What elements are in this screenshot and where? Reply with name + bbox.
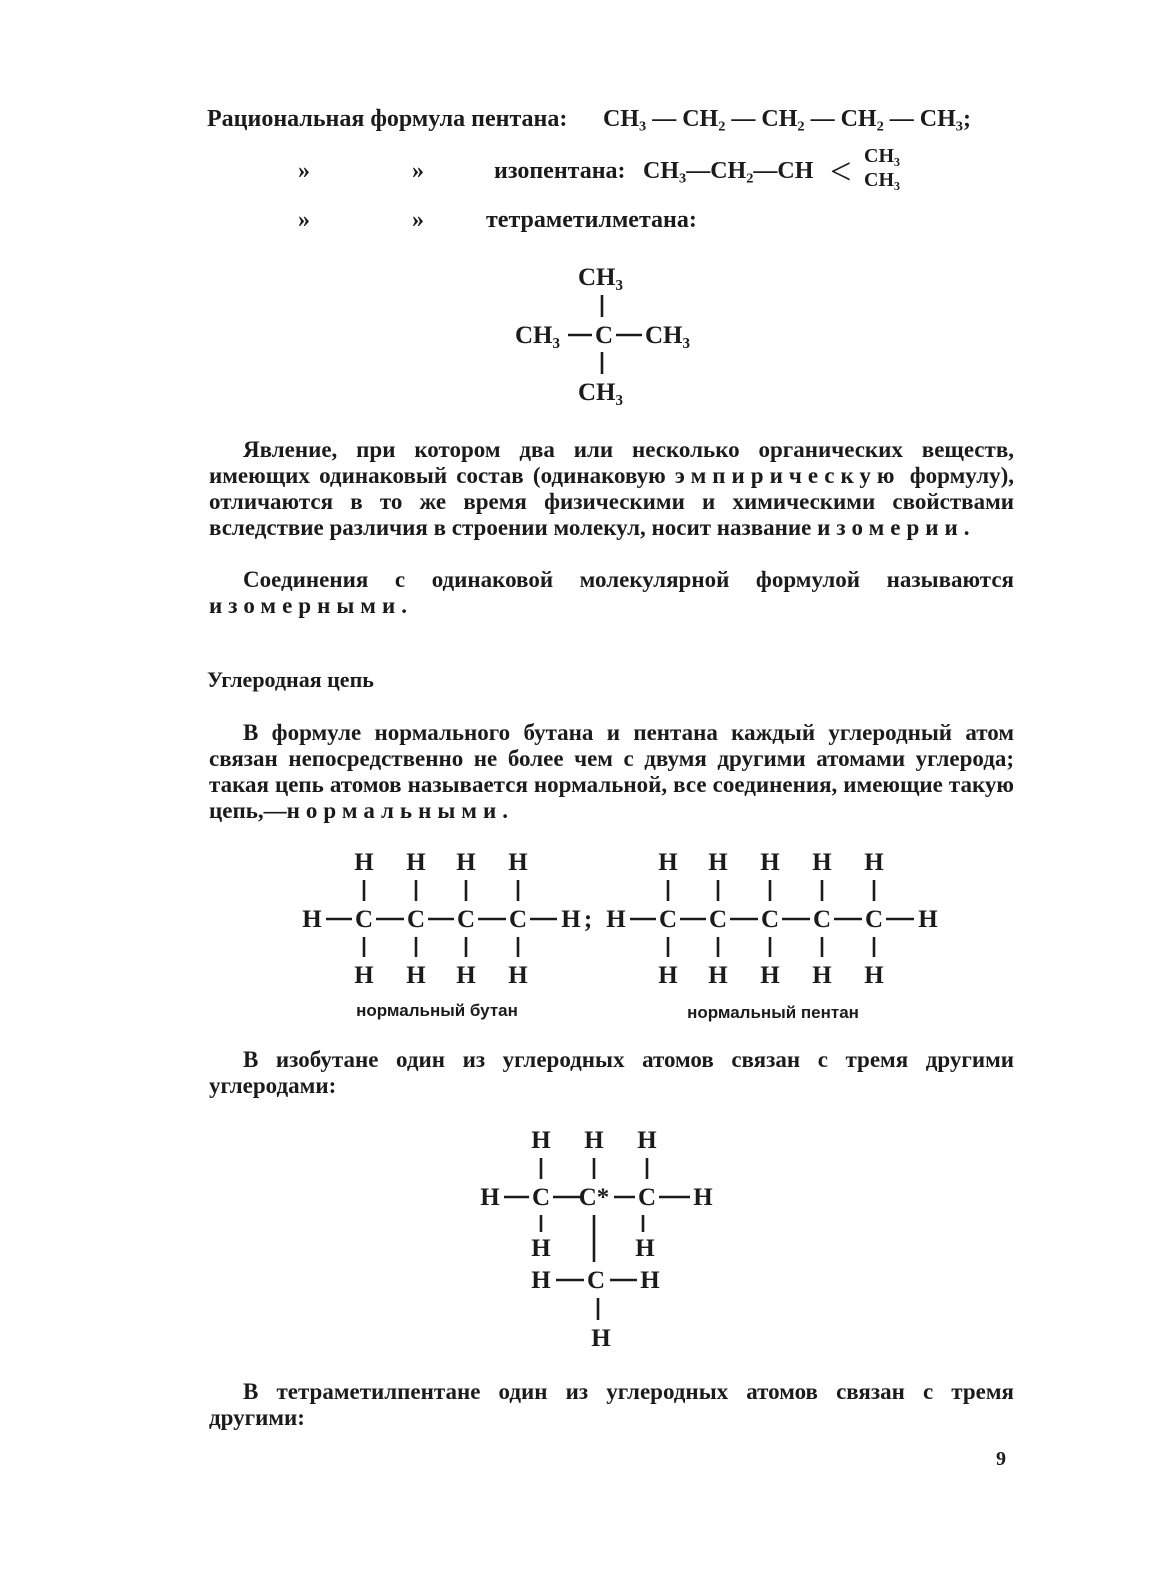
atom-h: H bbox=[760, 962, 780, 989]
atom-h: H bbox=[640, 1267, 660, 1294]
atom-h: H bbox=[456, 962, 476, 989]
tmm-top: CH₃ bbox=[578, 264, 623, 291]
atom-h: H bbox=[354, 962, 374, 989]
butane-caption: нормальный бутан bbox=[356, 1001, 518, 1020]
atom-c: C bbox=[508, 906, 528, 933]
normal-chain-text: В формуле нормального бутана и пентана каждый углеродный атом связан непосредственно не более чем с двумя другими атомами углерода; такая цепь атомов называется нормальной, все соединения, имеющие такую цепь,— bbox=[209, 720, 1014, 823]
tmm-bottom: CH₃ bbox=[578, 379, 623, 406]
atom-h: H bbox=[635, 1235, 655, 1262]
atom-h: H bbox=[302, 906, 322, 933]
spaced-term: изомерными. bbox=[209, 593, 413, 618]
isomers-text: Соединения с одинаковой молекулярной формулой называются bbox=[243, 567, 1014, 592]
ditto-mark: » bbox=[298, 158, 310, 184]
atom-h: H bbox=[637, 1127, 657, 1154]
isopentane-formula: CH₃—CH₂—CH bbox=[643, 158, 814, 184]
section-heading: Углеродная цепь bbox=[207, 667, 374, 692]
tmm-center: C bbox=[595, 322, 614, 349]
atom-h: H bbox=[693, 1184, 713, 1211]
ditto-mark: » bbox=[412, 158, 424, 184]
atom-c: C bbox=[586, 1267, 606, 1294]
atom-h: H bbox=[531, 1235, 551, 1262]
pentane-label: Рациональная формула пентана: bbox=[207, 106, 568, 132]
tetramethylpentane-paragraph bbox=[209, 1379, 1014, 1431]
atom-c: C bbox=[864, 906, 884, 933]
atom-c: C bbox=[456, 906, 476, 933]
atom-c: C bbox=[658, 906, 678, 933]
atom-h: H bbox=[708, 849, 728, 876]
spaced-term: эмпирическую bbox=[674, 463, 901, 488]
atom-h: H bbox=[561, 906, 581, 933]
atom-h: H bbox=[864, 849, 884, 876]
atom-h: H bbox=[456, 849, 476, 876]
atom-h: H bbox=[606, 906, 626, 933]
atom-c: C bbox=[531, 1184, 551, 1211]
isobutane-text: В изобутане один из углеродных атомов связан с тремя другими углеродами: bbox=[209, 1047, 1014, 1098]
spaced-term: изомерии. bbox=[817, 515, 976, 540]
atom-c-star: C* bbox=[578, 1184, 610, 1211]
atom-h: H bbox=[406, 849, 426, 876]
atom-h: H bbox=[658, 962, 678, 989]
tetramethylmethane-label: тетраметилметана: bbox=[486, 207, 697, 233]
atom-h: H bbox=[531, 1127, 551, 1154]
atom-h: H bbox=[584, 1127, 604, 1154]
atom-h: H bbox=[354, 849, 374, 876]
atom-h: H bbox=[508, 849, 528, 876]
atom-h: H bbox=[480, 1184, 500, 1211]
tetramethylpentane-text: В тетраметилпентане один из углеродных атомов связан с тремя другими: bbox=[209, 1379, 1014, 1430]
isopentane-label: изопентана: bbox=[494, 158, 626, 184]
page-number: 9 bbox=[996, 1448, 1006, 1470]
atom-h: H bbox=[864, 962, 884, 989]
atom-c: C bbox=[708, 906, 728, 933]
atom-c: C bbox=[760, 906, 780, 933]
atom-h: H bbox=[591, 1325, 611, 1352]
ditto-mark: » bbox=[298, 207, 310, 233]
atom-c: C bbox=[812, 906, 832, 933]
branch-bracket: < bbox=[830, 151, 852, 193]
isomerism-text-cont: формулу), отличаются в то же время физическими и химическими свойствами вследствие различия в строении молекул, носит название bbox=[209, 463, 1015, 540]
atom-c: C bbox=[406, 906, 426, 933]
atom-c: C bbox=[354, 906, 374, 933]
semicolon: ; bbox=[583, 906, 593, 933]
atom-h: H bbox=[658, 849, 678, 876]
atom-c: C bbox=[637, 1184, 657, 1211]
atom-h: H bbox=[812, 962, 832, 989]
atom-h: H bbox=[918, 906, 938, 933]
branch-top: CH₃ bbox=[864, 145, 900, 167]
atom-h: H bbox=[812, 849, 832, 876]
spaced-term: нормальными. bbox=[286, 798, 514, 823]
branch-bottom: CH₃ bbox=[864, 169, 900, 191]
isomerism-text: Явление, при котором два или несколько органических веществ, имеющих одинаковый состав (одинаковую bbox=[209, 437, 1014, 488]
ditto-mark: » bbox=[412, 207, 424, 233]
atom-h: H bbox=[760, 849, 780, 876]
pentane-caption: нормальный пентан bbox=[687, 1003, 859, 1022]
tmm-left: CH₃ bbox=[515, 322, 560, 349]
atom-h: H bbox=[508, 962, 528, 989]
atom-h: H bbox=[708, 962, 728, 989]
pentane-formula: CH₃ — CH₂ — CH₂ — CH₂ — CH₃; bbox=[603, 106, 971, 132]
tmm-right: CH₃ bbox=[645, 322, 690, 349]
atom-h: H bbox=[406, 962, 426, 989]
atom-h: H bbox=[531, 1267, 551, 1294]
